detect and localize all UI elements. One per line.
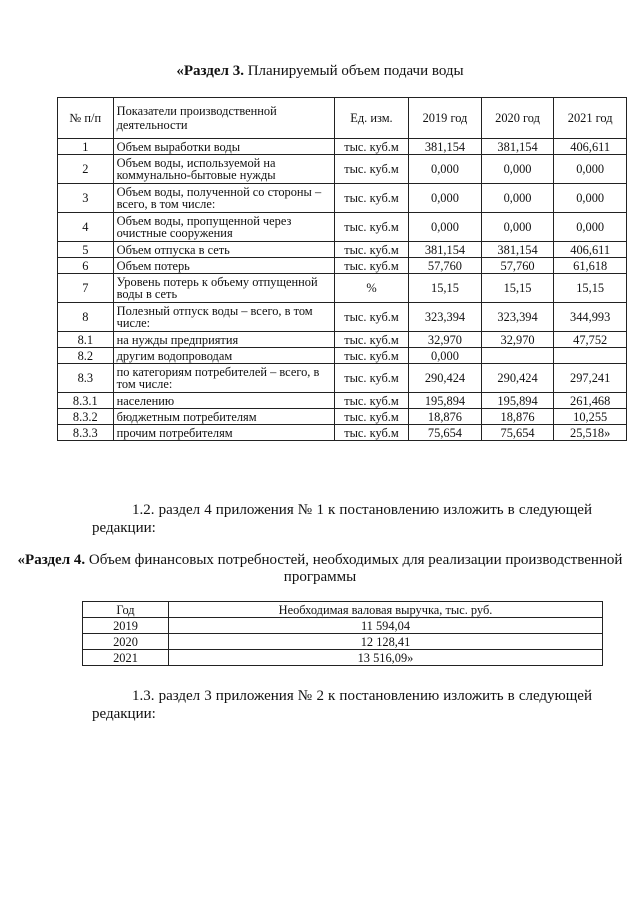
indicator-name: Объем воды, используемой на коммунально-бытовые нужды bbox=[113, 155, 334, 184]
indicator-name: другим водопроводам bbox=[113, 348, 334, 364]
row-number: 5 bbox=[58, 242, 114, 258]
unit: тыс. куб.м bbox=[334, 139, 408, 155]
value-2020: 195,894 bbox=[481, 393, 554, 409]
value-2021: 61,618 bbox=[554, 258, 627, 274]
table-row bbox=[58, 258, 627, 274]
row-number: 4 bbox=[58, 213, 114, 242]
row-number: 7 bbox=[58, 274, 114, 303]
table-row bbox=[58, 425, 627, 441]
paragraph-1-2: 1.2. раздел 4 приложения № 1 к постановлению изложить в следующей редакции: bbox=[92, 502, 592, 536]
unit: тыс. куб.м bbox=[334, 258, 408, 274]
header-2021: 2021 год bbox=[554, 98, 627, 139]
indicator-name: по категориям потребителей – всего, в том числе: bbox=[113, 364, 334, 393]
table-row bbox=[58, 409, 627, 425]
row-number: 8 bbox=[58, 303, 114, 332]
revenue: 12 128,41 bbox=[169, 634, 603, 650]
unit: тыс. куб.м bbox=[334, 213, 408, 242]
paragraph-1-3: 1.3. раздел 3 приложения № 2 к постановлению изложить в следующей редакции: bbox=[92, 688, 592, 722]
indicator-name: Полезный отпуск воды – всего, в том числе: bbox=[113, 303, 334, 332]
unit: тыс. куб.м bbox=[334, 425, 408, 441]
value-2019: 18,876 bbox=[409, 409, 482, 425]
value-2019: 0,000 bbox=[409, 213, 482, 242]
value-2021: 47,752 bbox=[554, 332, 627, 348]
table-row bbox=[58, 184, 627, 213]
row-number: 1 bbox=[58, 139, 114, 155]
value-2019: 381,154 bbox=[409, 242, 482, 258]
value-2021: 10,255 bbox=[554, 409, 627, 425]
year: 2021 bbox=[83, 650, 169, 666]
value-2020: 323,394 bbox=[481, 303, 554, 332]
value-2020: 0,000 bbox=[481, 184, 554, 213]
unit: тыс. куб.м bbox=[334, 242, 408, 258]
value-2019: 75,654 bbox=[409, 425, 482, 441]
value-2019: 15,15 bbox=[409, 274, 482, 303]
revenue: 13 516,09» bbox=[169, 650, 603, 666]
value-2019: 381,154 bbox=[409, 139, 482, 155]
table-row bbox=[83, 618, 603, 634]
table-row bbox=[58, 393, 627, 409]
row-number: 2 bbox=[58, 155, 114, 184]
section4-title: «Раздел 4. Объем финансовых потребностей, необходимых для реализации производственной программы bbox=[17, 552, 623, 585]
table-row bbox=[58, 155, 627, 184]
indicator-name: населению bbox=[113, 393, 334, 409]
indicator-name: бюджетным потребителям bbox=[113, 409, 334, 425]
value-2019: 0,000 bbox=[409, 348, 482, 364]
row-number: 8.1 bbox=[58, 332, 114, 348]
table-row bbox=[58, 332, 627, 348]
indicator-name: Объем воды, полученной со стороны – всего, в том числе: bbox=[113, 184, 334, 213]
financial-needs-table bbox=[82, 601, 603, 666]
header-indicator: Показатели производственной деятельности bbox=[113, 98, 334, 139]
unit: тыс. куб.м bbox=[334, 409, 408, 425]
unit: тыс. куб.м bbox=[334, 155, 408, 184]
unit: тыс. куб.м bbox=[334, 393, 408, 409]
header-year: Год bbox=[83, 602, 169, 618]
table-row bbox=[58, 213, 627, 242]
value-2020: 75,654 bbox=[481, 425, 554, 441]
value-2020: 0,000 bbox=[481, 155, 554, 184]
unit: % bbox=[334, 274, 408, 303]
table-row bbox=[58, 364, 627, 393]
revenue: 11 594,04 bbox=[169, 618, 603, 634]
value-2020 bbox=[481, 348, 554, 364]
value-2021: 406,611 bbox=[554, 139, 627, 155]
unit: тыс. куб.м bbox=[334, 303, 408, 332]
value-2021: 406,611 bbox=[554, 242, 627, 258]
year: 2019 bbox=[83, 618, 169, 634]
value-2021: 344,993 bbox=[554, 303, 627, 332]
row-number: 8.3.1 bbox=[58, 393, 114, 409]
value-2020: 381,154 bbox=[481, 139, 554, 155]
row-number: 6 bbox=[58, 258, 114, 274]
value-2019: 0,000 bbox=[409, 184, 482, 213]
value-2020: 381,154 bbox=[481, 242, 554, 258]
value-2019: 290,424 bbox=[409, 364, 482, 393]
row-number: 8.3.2 bbox=[58, 409, 114, 425]
indicator-name: Объем потерь bbox=[113, 258, 334, 274]
unit: тыс. куб.м bbox=[334, 364, 408, 393]
value-2021: 297,241 bbox=[554, 364, 627, 393]
indicator-name: Объем отпуска в сеть bbox=[113, 242, 334, 258]
section3-title: «Раздел 3. Планируемый объем подачи воды bbox=[176, 63, 464, 79]
table-row bbox=[58, 274, 627, 303]
value-2020: 15,15 bbox=[481, 274, 554, 303]
unit: тыс. куб.м bbox=[334, 332, 408, 348]
header-2019: 2019 год bbox=[409, 98, 482, 139]
indicator-name: Уровень потерь к объему отпущенной воды в сеть bbox=[113, 274, 334, 303]
value-2020: 32,970 bbox=[481, 332, 554, 348]
value-2021: 261,468 bbox=[554, 393, 627, 409]
row-number: 8.3 bbox=[58, 364, 114, 393]
table-row bbox=[58, 139, 627, 155]
row-number: 3 bbox=[58, 184, 114, 213]
value-2021: 0,000 bbox=[554, 213, 627, 242]
table-row bbox=[58, 348, 627, 364]
table-header-row bbox=[58, 98, 627, 139]
table-row bbox=[58, 303, 627, 332]
row-number: 8.3.3 bbox=[58, 425, 114, 441]
value-2021: 0,000 bbox=[554, 155, 627, 184]
header-revenue: Необходимая валовая выручка, тыс. руб. bbox=[169, 602, 603, 618]
value-2019: 323,394 bbox=[409, 303, 482, 332]
row-number: 8.2 bbox=[58, 348, 114, 364]
header-2020: 2020 год bbox=[481, 98, 554, 139]
value-2021: 15,15 bbox=[554, 274, 627, 303]
water-supply-table bbox=[57, 97, 627, 441]
value-2021 bbox=[554, 348, 627, 364]
value-2019: 0,000 bbox=[409, 155, 482, 184]
indicator-name: на нужды предприятия bbox=[113, 332, 334, 348]
value-2019: 195,894 bbox=[409, 393, 482, 409]
indicator-name: Объем выработки воды bbox=[113, 139, 334, 155]
table-header-row bbox=[83, 602, 603, 618]
value-2020: 290,424 bbox=[481, 364, 554, 393]
value-2021: 0,000 bbox=[554, 184, 627, 213]
value-2019: 32,970 bbox=[409, 332, 482, 348]
value-2021: 25,518» bbox=[554, 425, 627, 441]
unit: тыс. куб.м bbox=[334, 184, 408, 213]
header-unit: Ед. изм. bbox=[334, 98, 408, 139]
year: 2020 bbox=[83, 634, 169, 650]
indicator-name: Объем воды, пропущенной через очистные сооружения bbox=[113, 213, 334, 242]
header-no: № п/п bbox=[58, 98, 114, 139]
table-row bbox=[83, 650, 603, 666]
value-2020: 18,876 bbox=[481, 409, 554, 425]
value-2020: 0,000 bbox=[481, 213, 554, 242]
value-2020: 57,760 bbox=[481, 258, 554, 274]
table-row bbox=[58, 242, 627, 258]
table-row bbox=[83, 634, 603, 650]
value-2019: 57,760 bbox=[409, 258, 482, 274]
indicator-name: прочим потребителям bbox=[113, 425, 334, 441]
unit: тыс. куб.м bbox=[334, 348, 408, 364]
